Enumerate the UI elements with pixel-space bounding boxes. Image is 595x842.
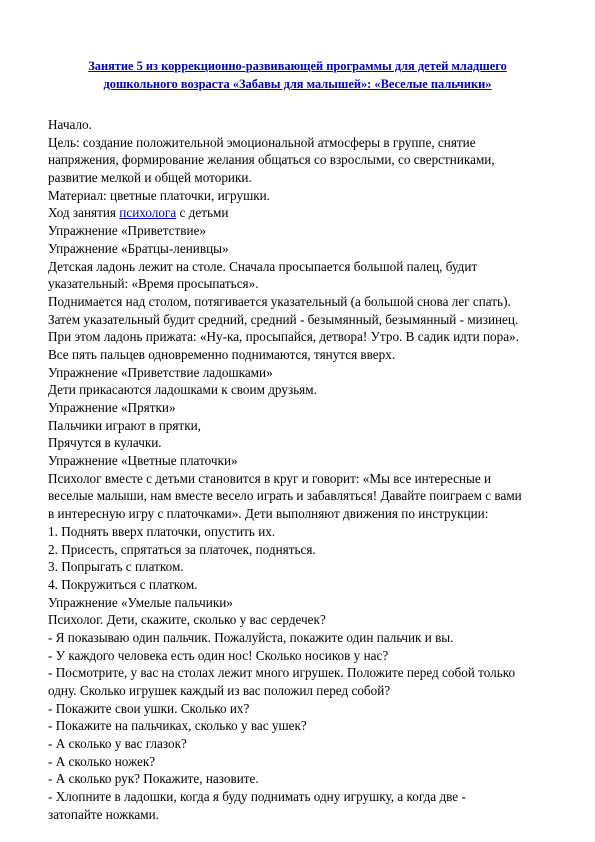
text-line	[48, 328, 558, 346]
text-line	[48, 381, 558, 399]
text-line	[48, 541, 558, 559]
text-line-content: Упражнение «Приветствие»	[48, 223, 207, 239]
title-line-1: Занятие 5 из коррекционно-развивающей программы для детей младшего	[88, 59, 507, 73]
text-line-content: Дети прикасаются ладошками к своим друзьям.	[48, 382, 317, 398]
text-line-content: - Посмотрите, у вас на столах лежит много игрушек. Положите перед собой только	[48, 665, 516, 681]
text-line	[48, 293, 558, 311]
text-line	[48, 717, 558, 735]
text-line-content: 4. Покружиться с платком.	[48, 576, 198, 592]
text-line-content: Упражнение «Приветствие ладошками»	[48, 364, 273, 380]
text-line	[48, 647, 558, 665]
text-line	[48, 576, 558, 594]
text-line	[48, 399, 558, 417]
text-line	[48, 788, 558, 806]
text-line	[48, 753, 558, 771]
text-line-content: 2. Присесть, спрятаться за платочек, подняться.	[48, 541, 316, 557]
text-line	[48, 222, 558, 240]
text-line-content: При этом ладонь прижата: «Ну-ка, просыпайся, детвора! Утро. В садик идти пора».	[48, 329, 519, 345]
text-line-content: затопайте ножками.	[48, 806, 159, 822]
text-line-content: Пальчики играют в прятки,	[48, 417, 201, 433]
text-line	[48, 116, 558, 134]
text-line	[48, 806, 558, 824]
text-line-content: - А сколько рук? Покажите, назовите.	[48, 771, 259, 787]
text-line-content: Ход занятия	[48, 205, 120, 221]
text-line	[48, 434, 558, 452]
text-line	[48, 187, 558, 205]
document-title[interactable]	[50, 57, 545, 93]
text-line-content: Упражнение «Прятки»	[48, 400, 176, 415]
text-line-content: развитие мелкой и общей моторики.	[48, 170, 252, 186]
text-line-content: Все пять пальцев одновременно поднимаются, тянутся вверх.	[48, 346, 396, 362]
text-line	[48, 470, 558, 488]
text-line	[48, 240, 558, 258]
text-line	[48, 169, 558, 187]
text-line	[48, 487, 558, 505]
text-line-content: - Покажите свои ушки. Сколько их?	[48, 700, 250, 716]
text-line	[48, 364, 558, 382]
text-line	[48, 452, 558, 470]
title-line-2: дошкольного возраста «Забавы для малышей»: «Веселые пальчики»	[103, 77, 492, 91]
text-line-content: - Хлопните в ладошки, когда я буду поднимать одну игрушку, а когда две -	[48, 789, 466, 805]
text-line	[48, 629, 558, 647]
text-line-content: 3. Попрыгать с платком.	[48, 559, 184, 575]
text-line	[48, 664, 558, 682]
text-line-content: Цель: создание положительной эмоциональной атмосферы в группе, снятие	[48, 134, 476, 150]
text-line	[48, 735, 558, 753]
text-line-content: напряжения, формирование желания общаться со взрослыми, со сверстниками,	[48, 152, 495, 168]
text-line-content: Детская ладонь лежит на столе. Сначала просыпается большой палец, будит	[48, 258, 478, 274]
psychologist-link[interactable]: психолога	[119, 205, 177, 221]
link-suffix-text: с детьми	[176, 205, 229, 221]
text-line	[48, 523, 558, 541]
text-line-content: - Я показываю один пальчик. Пожалуйста, покажите один пальчик и вы.	[48, 629, 454, 645]
text-line-content: - А сколько ножек?	[48, 753, 156, 769]
text-line	[48, 346, 558, 364]
text-line	[48, 611, 558, 629]
text-line-content: указательный: «Время просыпаться».	[48, 276, 259, 292]
document-body	[48, 116, 558, 824]
text-line-content: веселые малыши, нам вместе весело играть и забавляться! Давайте поиграем с вами	[48, 488, 522, 504]
text-line-content: в интересную игру с платочками». Дети выполняют движения по инструкции:	[48, 506, 489, 522]
text-line-content: Затем указательный будит средний, средний - безымянный, безымянный - мизинец.	[48, 311, 519, 327]
text-line	[48, 505, 558, 523]
text-line	[48, 311, 558, 329]
text-line	[48, 770, 558, 788]
text-line	[48, 275, 558, 293]
text-line-content: Психолог вместе с детьми становится в круг и говорит: «Мы все интересные и	[48, 470, 492, 486]
text-line	[48, 417, 558, 435]
text-line	[48, 134, 558, 152]
text-line	[48, 258, 558, 276]
text-line-content: Материал: цветные платочки, игрушки.	[48, 187, 270, 203]
text-line-content: одну. Сколько игрушек каждый из вас положил перед собой?	[48, 683, 391, 698]
text-line-content: - Покажите на пальчиках, сколько у вас ушек?	[48, 718, 307, 734]
text-line-content: Упражнение «Братцы-ленивцы»	[48, 240, 229, 256]
text-line-content: - У каждого человека есть один нос! Сколько носиков у нас?	[48, 647, 389, 663]
text-line-content: Упражнение «Умелые пальчики»	[48, 594, 233, 610]
text-line-content: Начало.	[48, 117, 92, 132]
text-line	[48, 700, 558, 718]
text-line	[48, 682, 558, 700]
text-line-content: Прячутся в кулачки.	[48, 435, 162, 451]
text-line-content: - А сколько у вас глазок?	[48, 736, 187, 752]
text-line-content: Упражнение «Цветные платочки»	[48, 453, 238, 469]
text-line	[48, 151, 558, 169]
text-line-content: Психолог. Дети, скажите, сколько у вас сердечек?	[48, 612, 326, 628]
text-line	[48, 204, 558, 222]
text-line-content: 1. Поднять вверх платочки, опустить их.	[48, 523, 276, 539]
text-line-content: Поднимается над столом, потягивается указательный (а большой снова лег спать).	[48, 293, 511, 309]
text-line	[48, 594, 558, 612]
text-line	[48, 558, 558, 576]
